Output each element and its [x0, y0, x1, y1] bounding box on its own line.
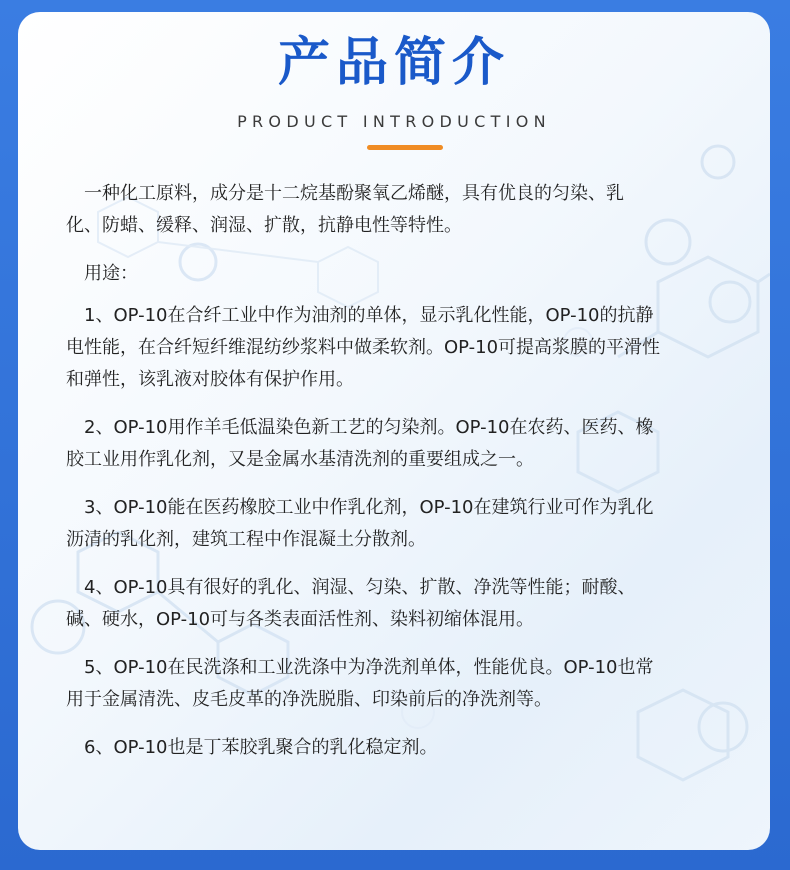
text-line: 化、防蜡、缓释、润湿、扩散，抗静电性等特性。	[66, 215, 462, 236]
content-card	[18, 12, 770, 850]
text-line: 电性能，在合纤短纤维混纺纱浆料中做柔软剂。OP-10可提高浆膜的平滑性	[66, 337, 661, 358]
text-line: 胶工业用作乳化剂，又是金属水基清洗剂的重要组成之一。	[66, 449, 534, 470]
usage-item-5	[66, 652, 756, 716]
title-accent-bar	[367, 145, 443, 150]
usage-item-4	[66, 572, 756, 636]
text-line: 6、OP-10也是丁苯胶乳聚合的乳化稳定剂。	[84, 737, 438, 758]
usage-item-3	[66, 492, 756, 556]
text-line: 2、OP-10用作羊毛低温染色新工艺的匀染剂。OP-10在农药、医药、橡	[84, 417, 654, 438]
text-line: 和弹性，该乳液对胶体有保护作用。	[66, 369, 354, 390]
usage-item-6	[66, 732, 756, 764]
text-line: 4、OP-10具有很好的乳化、润湿、匀染、扩散、净洗等性能；耐酸、	[84, 577, 636, 598]
text-line: 用于金属清洗、皮毛皮革的净洗脱脂、印染前后的净洗剂等。	[66, 689, 552, 710]
text-line: 1、OP-10在合纤工业中作为油剂的单体，显示乳化性能，OP-10的抗静	[84, 305, 654, 326]
text-line: 碱、硬水，OP-10可与各类表面活性剂、染料初缩体混用。	[66, 609, 535, 630]
text-line: 沥清的乳化剂，建筑工程中作混凝土分散剂。	[66, 529, 426, 550]
usage-item-1	[66, 300, 756, 396]
usage-label: 用途：	[84, 263, 138, 284]
page-subtitle: PRODUCT INTRODUCTION	[237, 112, 551, 131]
page-title: 产品简介	[277, 33, 510, 93]
text-line: 一种化工原料，成分是十二烷基酚聚氧乙烯醚，具有优良的匀染、乳	[84, 183, 624, 204]
text-line: 3、OP-10能在医药橡胶工业中作乳化剂，OP-10在建筑行业可作为乳化	[84, 497, 654, 518]
intro-paragraph	[66, 178, 756, 242]
usage-item-2	[66, 412, 756, 476]
text-line: 5、OP-10在民洗涤和工业洗涤中为净洗剂单体，性能优良。OP-10也常	[84, 657, 654, 678]
product-description	[66, 178, 756, 780]
